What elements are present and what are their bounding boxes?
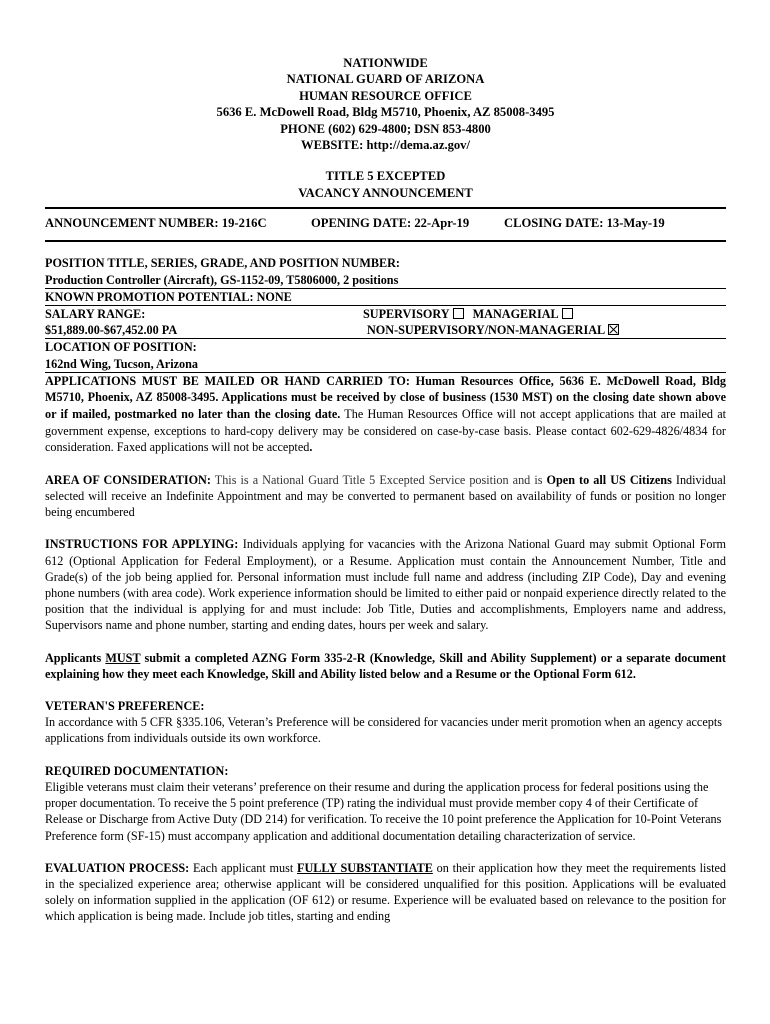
- opening-date: OPENING DATE: 22-Apr-19: [311, 216, 470, 231]
- evaluation-text-2: on their application how they meet the requirements listed in the specialized experience area; otherwise applicant will be considered unqualified for this position. Applications will be evaluated solely on information supplied in the application (OF 612) or resume. Experience will be evaluated based on relevance to the position for which application is being made. Include job titles, starting and ending: [45, 860, 726, 924]
- applicants-must: MUST: [105, 650, 141, 665]
- applications-end: .: [309, 440, 313, 455]
- nonsupervisory-option: [363, 322, 619, 338]
- salary-label: SALARY RANGE:: [45, 307, 146, 322]
- veterans-label: VETERAN'S PREFERENCE:: [45, 699, 205, 714]
- supervisory-label: SUPERVISORY: [363, 307, 450, 322]
- salary-value: $51,889.00-$67,452.00 PA: [45, 323, 178, 338]
- salary-section: [45, 306, 726, 338]
- header-line-office: HUMAN RESOURCE OFFICE: [299, 88, 472, 103]
- closing-date: CLOSING DATE: 13-May-19: [504, 216, 665, 231]
- supervisory-checkbox[interactable]: [453, 308, 464, 319]
- announcement-row: [45, 213, 726, 234]
- applicants-paragraph: [45, 650, 726, 682]
- veterans-section: [45, 698, 726, 747]
- evaluation-text: Each applicant must: [189, 860, 297, 875]
- position-section: [45, 255, 726, 287]
- area-paragraph: [45, 472, 726, 521]
- divider: [45, 240, 726, 242]
- position-heading: POSITION TITLE, SERIES, GRADE, AND POSITION NUMBER:: [45, 256, 400, 271]
- header-line-org: NATIONAL GUARD OF ARIZONA: [286, 72, 485, 87]
- location-section: [45, 339, 726, 371]
- header-line-nationwide: NATIONWIDE: [343, 56, 428, 70]
- salary-row-1: [45, 306, 726, 322]
- applications-paragraph: [45, 373, 726, 456]
- evaluation-substantiate: FULLY SUBSTANTIATE: [297, 860, 433, 875]
- location-value: 162nd Wing, Tucson, Arizona: [45, 356, 198, 371]
- applications-text: The Human Resources Office will not accept applications that are mailed at government expense, exceptions to hard-copy delivery may be considered on case-by-case basis. Please contact 602-629-4826/4834 for consideration. Faxed applications will not be accepted: [45, 407, 726, 455]
- applications-bold-text: APPLICATIONS MUST BE MAILED OR HAND CARRIED TO: Human Resources Office, 5636 E. McDowell Road, Bldg M5710, Phoenix, AZ 85008-3495. Applications must be received by close of business (1530 MST) on the closing date shown above or if mailed, postmarked no later than the closing date.: [45, 373, 726, 422]
- nonsupervisory-checkbox[interactable]: [608, 324, 619, 335]
- header-line-website: WEBSITE: http://dema.az.gov/: [301, 138, 470, 153]
- applicants-pre: Applicants: [45, 650, 106, 665]
- managerial-checkbox[interactable]: [562, 308, 573, 319]
- location-label: LOCATION OF POSITION:: [45, 340, 197, 355]
- salary-row-2: [45, 322, 726, 338]
- documentation-text: Eligible veterans must claim their veterans’ preference on their resume and during the application process for federal positions using the proper documentation. To receive the 5 point preference (TP) rating the individual must provide member copy 4 of their Certificate of Release or Discharge from Active Duty (DD 214) for verification. To receive the 10 point preference the Application for 10-Point Veterans Preference form (SF-15) must accompany application and additional documentation detailing characterization of service.: [45, 779, 722, 843]
- position-value: Production Controller (Aircraft), GS-1152-09, T5806000, 2 positions: [45, 272, 399, 287]
- instructions-text: Individuals applying for vacancies with the Arizona National Guard may submit Optional Form 612 (Optional Application for Federal Employment), or a Resume. Application must contain the Announcement Number, Title and Grade(s) of the job being applied for. Personal information must include full name and address (including ZIP Code), Day and evening phone numbers (with area code). Work experience information should be limited to either paid or nonpaid experience directly related to the position that the individual is applying for and must include: Job Title, Duties and accomplishments, Employers name and address, Supervisors name and phone number, starting and ending dates, hours per week and salary.: [45, 537, 726, 633]
- nonsupervisory-label: NON-SUPERVISORY/NON-MANAGERIAL: [367, 323, 606, 338]
- area-text-2: Individual selected will receive an Indefinite Appointment and may be converted to permanent based on availability of funds or position no longer being encumbered: [45, 472, 726, 520]
- evaluation-label: EVALUATION PROCESS:: [45, 860, 190, 875]
- header-line-phone: PHONE (602) 629-4800; DSN 853-4800: [280, 121, 491, 136]
- instructions-label: INSTRUCTIONS FOR APPLYING:: [45, 537, 239, 552]
- promotion-potential: KNOWN PROMOTION POTENTIAL: NONE: [45, 289, 292, 304]
- title-line-1: TITLE 5 EXCEPTED: [325, 169, 446, 184]
- area-label: AREA OF CONSIDERATION:: [45, 472, 211, 487]
- documentation-label: REQUIRED DOCUMENTATION:: [45, 763, 229, 778]
- title-line-2: VACANCY ANNOUNCEMENT: [298, 185, 473, 200]
- announcement-number: ANNOUNCEMENT NUMBER: 19-216C: [45, 216, 267, 231]
- area-open-to: Open to all US Citizens: [546, 472, 672, 487]
- applicants-post: submit a completed AZNG Form 335-2-R (Knowledge, Skill and Ability Supplement) or a separate document explaining how they meet each Knowledge, Skill and Ability listed below and a Resume or the Optional Form 612.: [45, 650, 726, 681]
- header-line-address: 5636 E. McDowell Road, Bldg M5710, Phoenix, AZ 85008-3495: [216, 105, 555, 120]
- instructions-paragraph: [45, 536, 726, 633]
- vacancy-document: [45, 55, 726, 925]
- area-text: This is a National Guard Title 5 Excepted Service position and is: [210, 472, 547, 487]
- evaluation-paragraph: [45, 860, 726, 925]
- document-header: [45, 55, 726, 201]
- document-title: [45, 168, 726, 201]
- divider: [45, 207, 726, 209]
- veterans-text: In accordance with 5 CFR §335.106, Veteran’s Preference will be considered for vacancies under merit promotion when an agency accepts applications from individuals outside its own workforce.: [45, 715, 722, 746]
- managerial-label: MANAGERIAL: [472, 307, 559, 322]
- documentation-section: [45, 763, 726, 844]
- supervisory-option: [363, 306, 573, 322]
